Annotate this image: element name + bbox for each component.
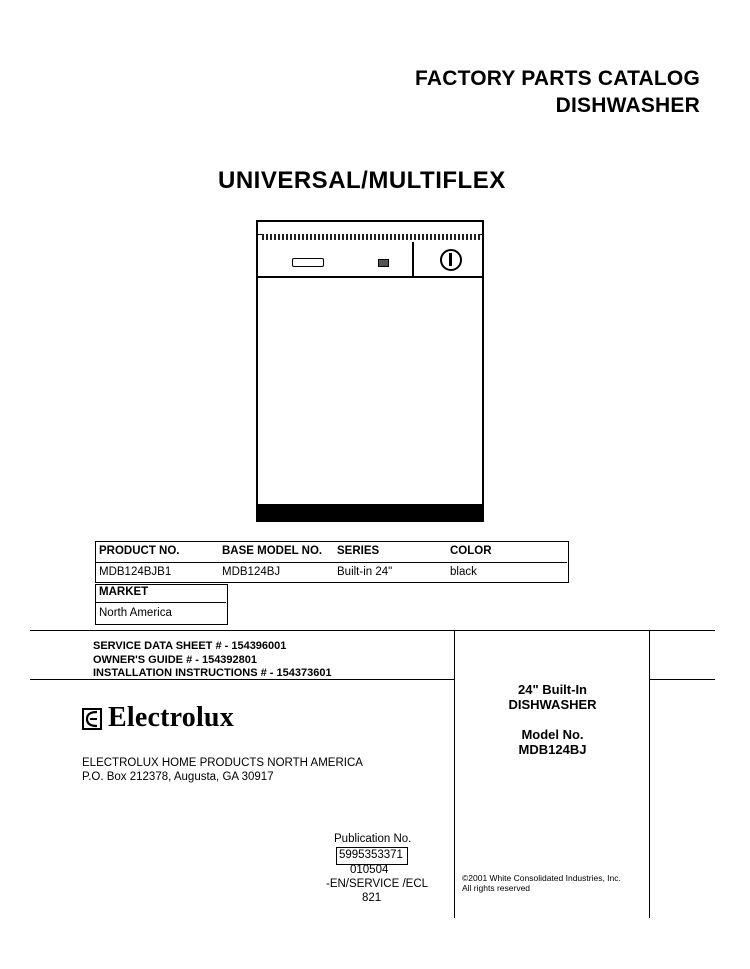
owners-guide: OWNER'S GUIDE # - 154392801 (93, 654, 258, 666)
model-number-value: MDB124BJ (518, 742, 587, 757)
header-color: COLOR (450, 545, 492, 557)
model-description-line1: 24" Built-In (518, 682, 587, 697)
market-value: North America (99, 607, 172, 619)
model-number-label: Model No. (521, 727, 584, 742)
market-table-divider (95, 602, 226, 603)
control-button-icon (378, 259, 389, 267)
publication-date: 010504 (350, 864, 389, 876)
copyright-line2: All rights reserved (462, 883, 531, 893)
dishwasher-illustration (256, 220, 484, 522)
company-address: P.O. Box 212378, Augusta, GA 30917 (82, 771, 274, 783)
company-name: ELECTROLUX HOME PRODUCTS NORTH AMERICA (82, 757, 363, 769)
dial-knob-icon (440, 249, 462, 271)
dishwasher-vent-strip (262, 234, 480, 240)
model-description-line2: DISHWASHER (508, 697, 597, 712)
section-rule-top (30, 630, 715, 631)
door-handle-icon (292, 258, 324, 267)
installation-instructions: INSTALLATION INSTRUCTIONS # - 154373601 (93, 667, 332, 679)
catalog-title: FACTORY PARTS CATALOG (415, 67, 700, 90)
column-divider-right (649, 630, 650, 918)
header-series: SERIES (337, 545, 380, 557)
column-divider-left (454, 630, 455, 918)
publication-number: 5995353371 (339, 849, 403, 861)
color-value: black (450, 566, 477, 578)
header-base-model-no: BASE MODEL NO. (222, 545, 323, 557)
electrolux-logo: Electrolux (108, 702, 234, 733)
base-model-value: MDB124BJ (222, 566, 281, 578)
section-rule-right (650, 679, 715, 680)
product-no-value: MDB124BJB1 (99, 566, 172, 578)
dishwasher-panel-divider (412, 242, 414, 276)
header-product-no: PRODUCT NO. (99, 545, 180, 557)
publication-label: Publication No. (334, 833, 412, 845)
copyright-line1: ©2001 White Consolidated Industries, Inc. (462, 873, 621, 883)
publication-service: -EN/SERVICE /ECL (326, 878, 429, 890)
dishwasher-toe-kick (256, 504, 484, 522)
section-rule-middle (30, 679, 455, 680)
service-data-sheet: SERVICE DATA SHEET # - 154396001 (93, 640, 287, 652)
series-value: Built-in 24" (337, 566, 393, 578)
publication-code: 821 (362, 892, 382, 904)
product-table-divider (95, 562, 567, 563)
electrolux-logo-icon (82, 708, 102, 730)
product-line-title: UNIVERSAL/MULTIFLEX (218, 167, 506, 194)
header-market: MARKET (99, 586, 149, 598)
catalog-subtitle: DISHWASHER (555, 94, 700, 117)
